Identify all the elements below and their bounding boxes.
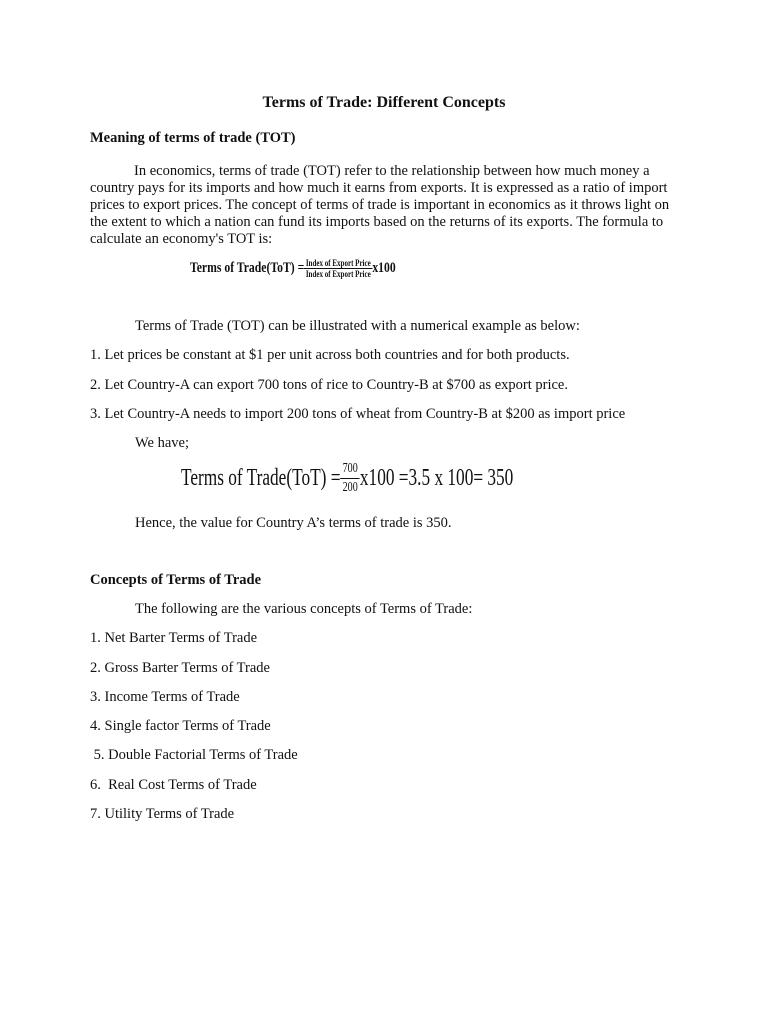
example-conclusion: Hence, the value for Country A’s terms of trade is 350. [135, 515, 452, 531]
formula-rhs: x100 [372, 260, 396, 276]
formula-lhs: Terms of Trade(ToT) = [190, 260, 305, 276]
concept-item-6: 6. Real Cost Terms of Trade [90, 777, 257, 793]
tot-formula [190, 258, 396, 279]
concept-item-1: 1. Net Barter Terms of Trade [90, 630, 258, 646]
example-intro: Terms of Trade (TOT) can be illustrated with a numerical example as below: [135, 318, 580, 334]
formula-numerator: Index of Export Price [305, 258, 371, 268]
concept-item-3: 3. Income Terms of Trade [90, 689, 240, 705]
intro-paragraph [90, 163, 680, 248]
concepts-intro: The following are the various concepts of Terms of Trade: [135, 601, 473, 617]
concept-item-7: 7. Utility Terms of Trade [90, 806, 235, 822]
example-step-2: 2. Let Country-A can export 700 tons of rice to Country-B at $700 as export price. [90, 377, 568, 393]
formula-fraction [304, 258, 372, 279]
example-formula-lhs: Terms of Trade(ToT) = [181, 465, 341, 491]
formula-denominator: Index of Export Price [305, 269, 371, 279]
intro-paragraph-text: In economics, terms of trade (TOT) refer to the relationship between how much money a country pays for its imports and how much it earns from exports. It is expressed as a ratio of import prices to export prices. The concept of terms of trade is important in economics as it throws light on the extent to which a nation can fund its imports based on the returns of its exports. The formula to calculate an economy's TOT is: [90, 163, 670, 247]
concept-item-2: 2. Gross Barter Terms of Trade [90, 660, 270, 676]
example-formula-denominator: 200 [342, 480, 358, 495]
example-step-1: 1. Let prices be constant at $1 per unit across both countries and for both products. [90, 347, 570, 363]
example-formula-fraction [340, 460, 359, 497]
document-title: Terms of Trade: Different Concepts [262, 94, 506, 111]
section-heading-concepts: Concepts of Terms of Trade [90, 572, 262, 588]
example-step-3: 3. Let Country-A needs to import 200 tons of wheat from Country-B at $200 as import price [90, 406, 626, 422]
section-heading-meaning: Meaning of terms of trade (TOT) [90, 130, 296, 146]
we-have-label: We have; [135, 435, 189, 451]
concept-item-5: 5. Double Factorial Terms of Trade [90, 747, 298, 763]
concept-item-4: 4. Single factor Terms of Trade [90, 718, 271, 734]
example-formula-rhs: x100 =3.5 x 100= 350 [359, 465, 514, 491]
example-formula-numerator: 700 [340, 460, 359, 479]
example-formula [181, 460, 513, 497]
